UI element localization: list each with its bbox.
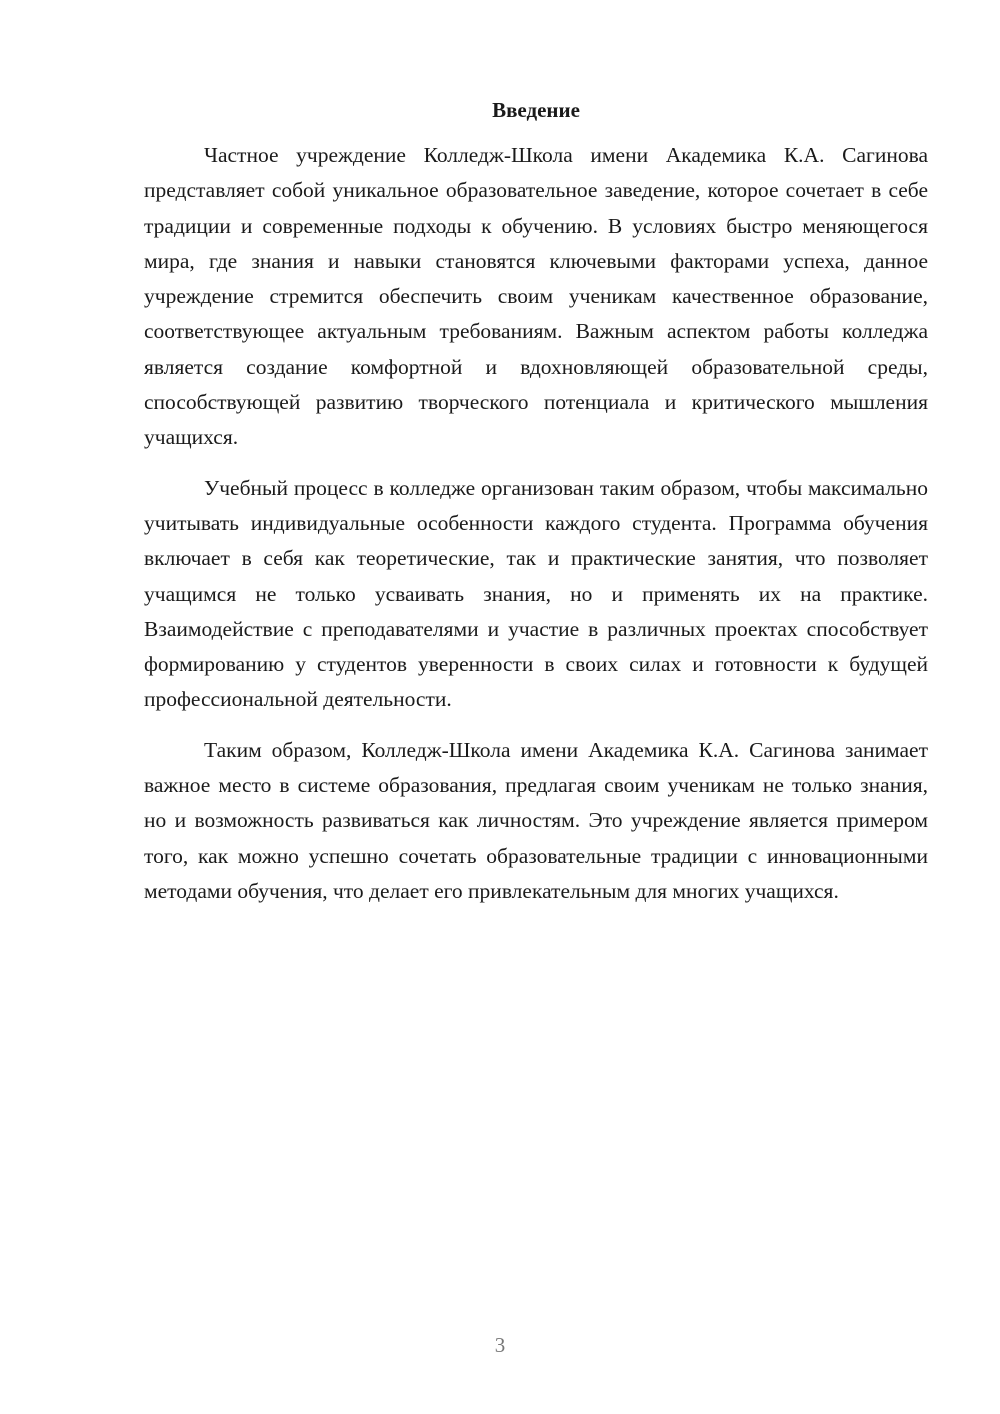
paragraph-learning-process: Учебный процесс в колледже организован таким образом, чтобы максимально учитывать индивидуальные особенности каждого студента. Программа обучения включает в себя как теоретические, так и практические занятия, что позволяет учащимся не только усваивать знания, но и применять их на практике. Взаимодействие с преподавателями и участие в различных проектах способствует формированию у студентов уверенности в своих силах и готовности к будущей профессиональной деятельности. — [144, 475, 928, 712]
paragraph-conclusion: Таким образом, Колледж-Школа имени Академика К.А. Сагинова занимает важное место в системе образования, предлагая своим ученикам не только знания, но и возможность развиваться как личностям. Это учреждение является примером того, как можно успешно сочетать образовательные традиции с инновационными методами обучения, что делает его привлекательным для многих учащихся. — [144, 737, 928, 903]
page-content — [144, 92, 928, 924]
page-number: 3 — [494, 1333, 506, 1357]
paragraph-intro: Частное учреждение Колледж-Школа имени Академика К.А. Сагинова представляет собой уникальное образовательное заведение, которое сочетает в себе традиции и современные подходы к обучению. В условиях быстро меняющегося мира, где знания и навыки становятся ключевыми факторами успеха, данное учреждение стремится обеспечить своим ученикам качественное образование, соответствующее актуальным требованиям. Важным аспектом работы колледжа является создание комфортной и вдохновляющей образовательной среды, способствующей развитию творческого потенциала и критического мышления учащихся. — [144, 143, 928, 450]
section-heading: Введение — [492, 98, 580, 122]
